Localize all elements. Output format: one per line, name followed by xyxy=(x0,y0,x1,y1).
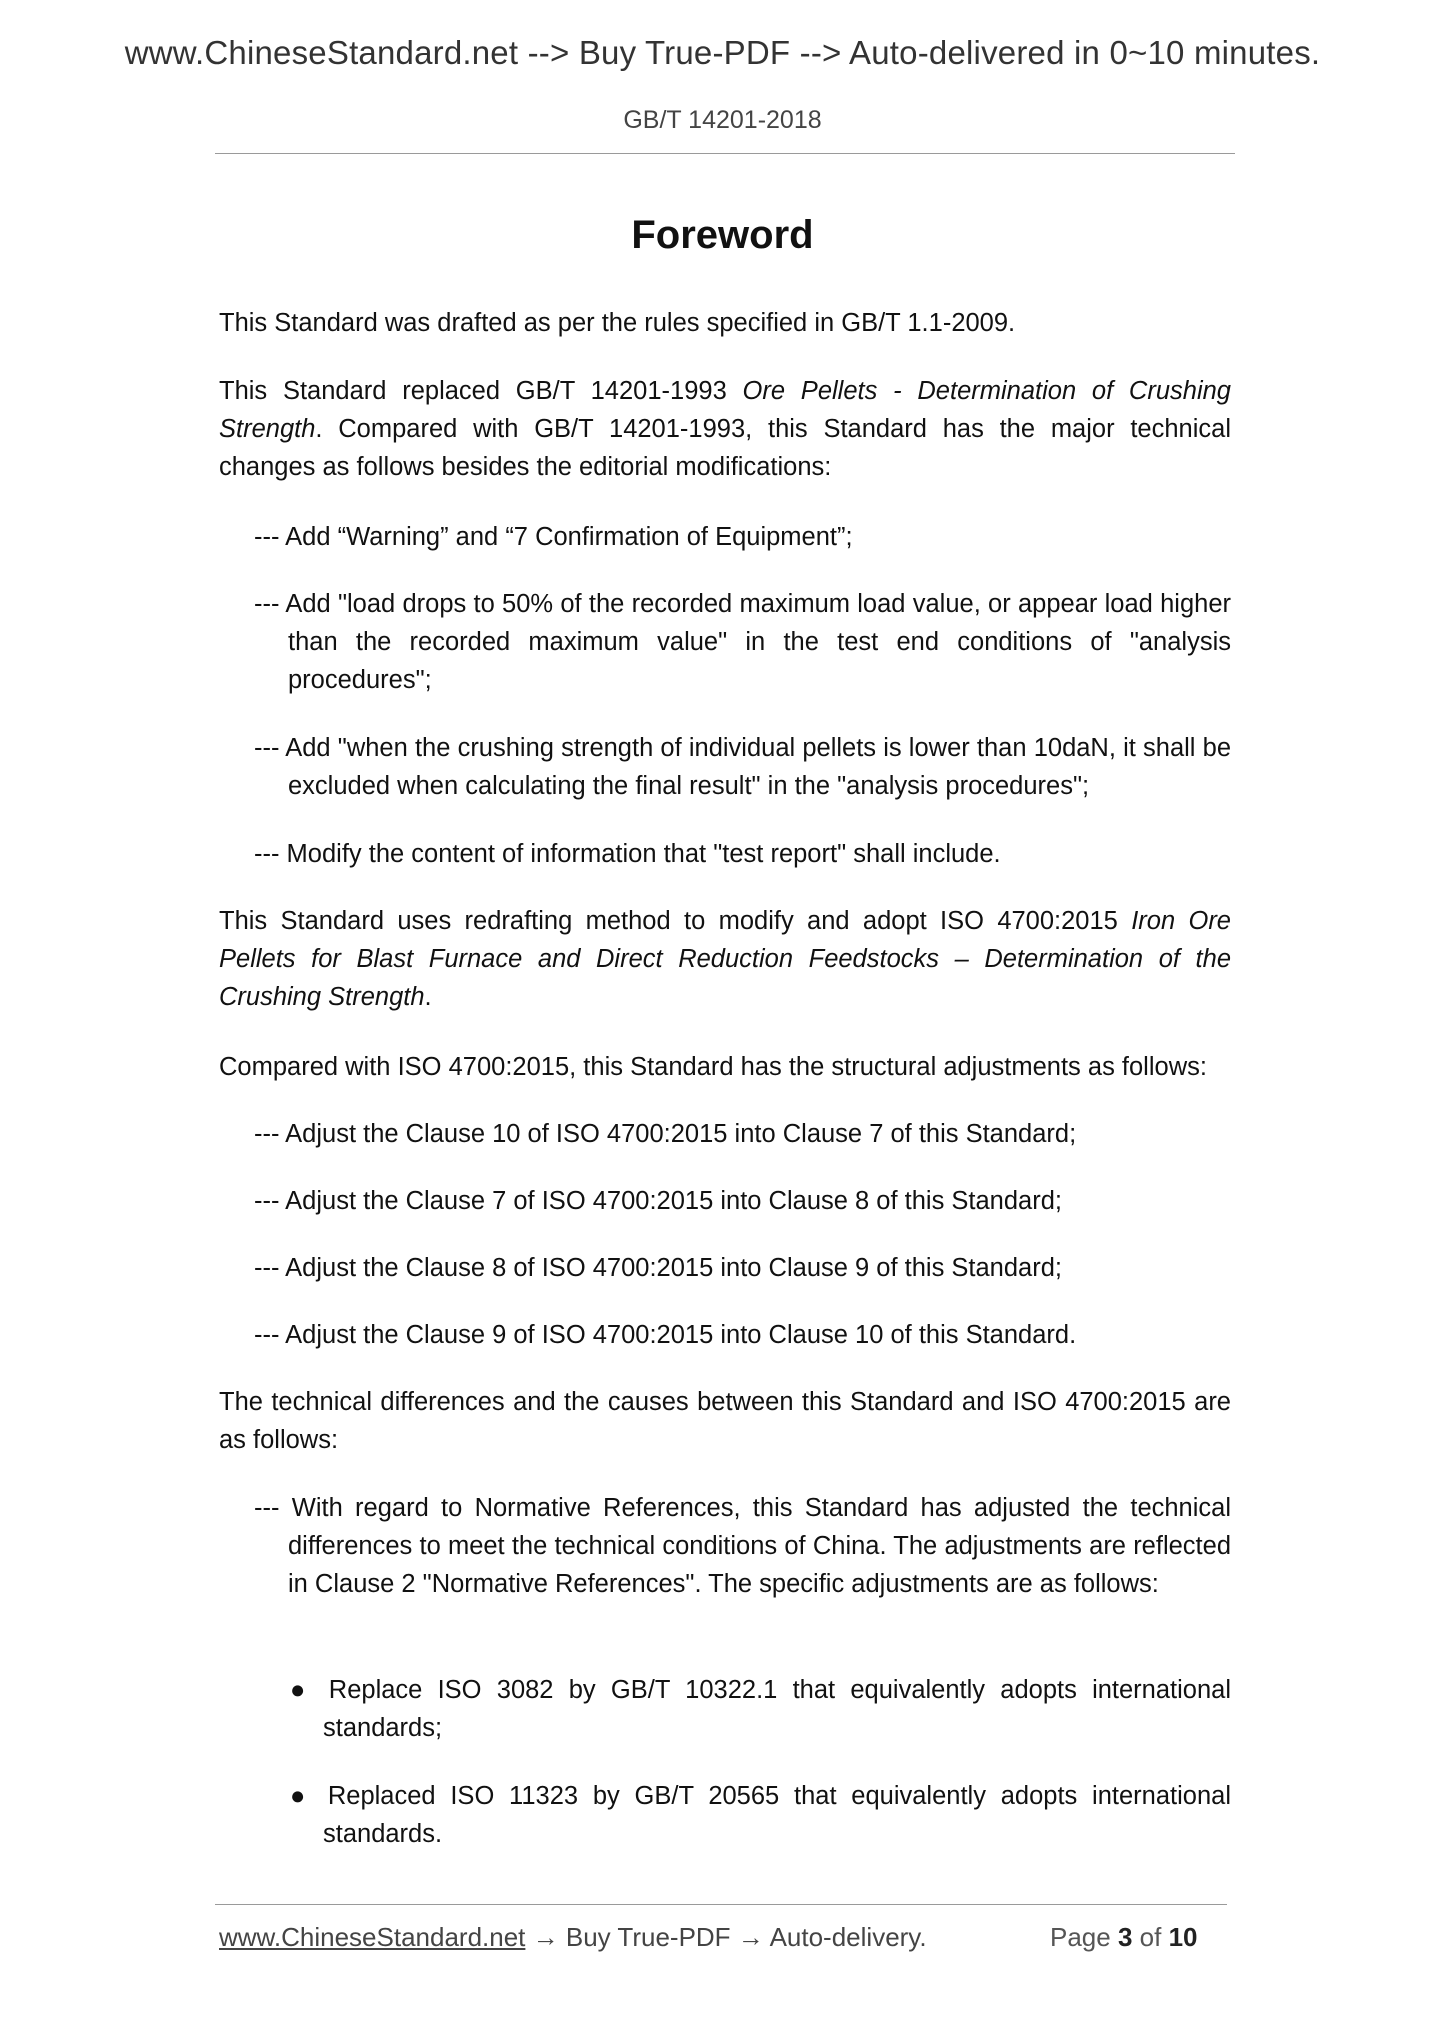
paragraph-adoption-end: . xyxy=(424,983,432,1011)
change-item: --- Add "load drops to 50% of the recorded maximum load value, or appear load higher than the recorded maximum value" in the test end conditions of "analysis procedures"; xyxy=(254,590,1231,694)
change-item: --- Add “Warning” and “7 Confirmation of Equipment”; xyxy=(254,523,853,551)
adjustment-item: --- Adjust the Clause 8 of ISO 4700:2015 into Clause 9 of this Standard; xyxy=(254,1254,1062,1282)
page-current: 3 xyxy=(1117,1922,1133,1952)
adjustment-item: --- Adjust the Clause 9 of ISO 4700:2015 into Clause 10 of this Standard. xyxy=(254,1321,1077,1349)
paragraph-drafting-rules: This Standard was drafted as per the rules specified in GB/T 1.1-2009. xyxy=(219,309,1016,337)
footer-left xyxy=(219,1922,927,1953)
paragraph-adoption xyxy=(219,902,1231,1016)
bullet-item: ● Replace ISO 3082 by GB/T 10322.1 that equivalently adopts international standards; xyxy=(290,1676,1231,1742)
page-label: Page xyxy=(1050,1922,1118,1952)
change-item: --- Add "when the crushing strength of individual pellets is lower than 10daN, it shall be excluded when calculating the final result" in the "analysis procedures"; xyxy=(254,734,1231,800)
replaced-standard-title: Ore Pellets - Determination of Crushing Strength xyxy=(219,377,1231,443)
adopted-standard-title: Iron Ore Pellets for Blast Furnace and Direct Reduction Feedstocks – Determination of the Crushing Strength xyxy=(219,907,1231,1011)
paragraph-replacement xyxy=(219,372,1231,486)
paragraph-technical-differences: The technical differences and the causes between this Standard and ISO 4700:2015 are as follows: xyxy=(219,1388,1231,1454)
header-banner: www.ChineseStandard.net --> Buy True-PDF --> Auto-delivered in 0~10 minutes. xyxy=(124,34,1321,71)
paragraph-structural-adjustments: Compared with ISO 4700:2015, this Standard has the structural adjustments as follows: xyxy=(219,1053,1207,1081)
paragraph-adoption-lead: This Standard uses redrafting method to modify and adopt ISO 4700:2015 xyxy=(219,907,1132,935)
difference-item: --- With regard to Normative References, this Standard has adjusted the technical differences to meet the technical conditions of China. The adjustments are reflected in Clause 2 "Normative References". The specific adjustments are as follows: xyxy=(254,1494,1231,1598)
page-total: 10 xyxy=(1168,1922,1198,1952)
adjustment-item: --- Adjust the Clause 10 of ISO 4700:2015 into Clause 7 of this Standard; xyxy=(254,1120,1077,1148)
page-number xyxy=(1050,1922,1197,1953)
page-title: Foreword xyxy=(631,213,814,257)
footer-site-link[interactable]: www.ChineseStandard.net xyxy=(219,1922,526,1952)
footer-tagline: → Buy True-PDF → Auto-delivery. xyxy=(525,1922,927,1952)
bullet-item: ● Replaced ISO 11323 by GB/T 20565 that equivalently adopts international standards. xyxy=(290,1782,1231,1848)
page-of: of xyxy=(1132,1922,1169,1952)
paragraph-replacement-lead: This Standard replaced GB/T 14201-1993 xyxy=(219,377,743,405)
adjustment-item: --- Adjust the Clause 7 of ISO 4700:2015 into Clause 8 of this Standard; xyxy=(254,1187,1062,1215)
document-code: GB/T 14201-2018 xyxy=(623,106,822,134)
change-item: --- Modify the content of information that "test report" shall include. xyxy=(254,840,1001,868)
paragraph-replacement-rest: . Compared with GB/T 14201-1993, this Standard has the major technical changes as follows besides the editorial modifications: xyxy=(219,415,1231,481)
footer-divider xyxy=(215,1904,1227,1905)
